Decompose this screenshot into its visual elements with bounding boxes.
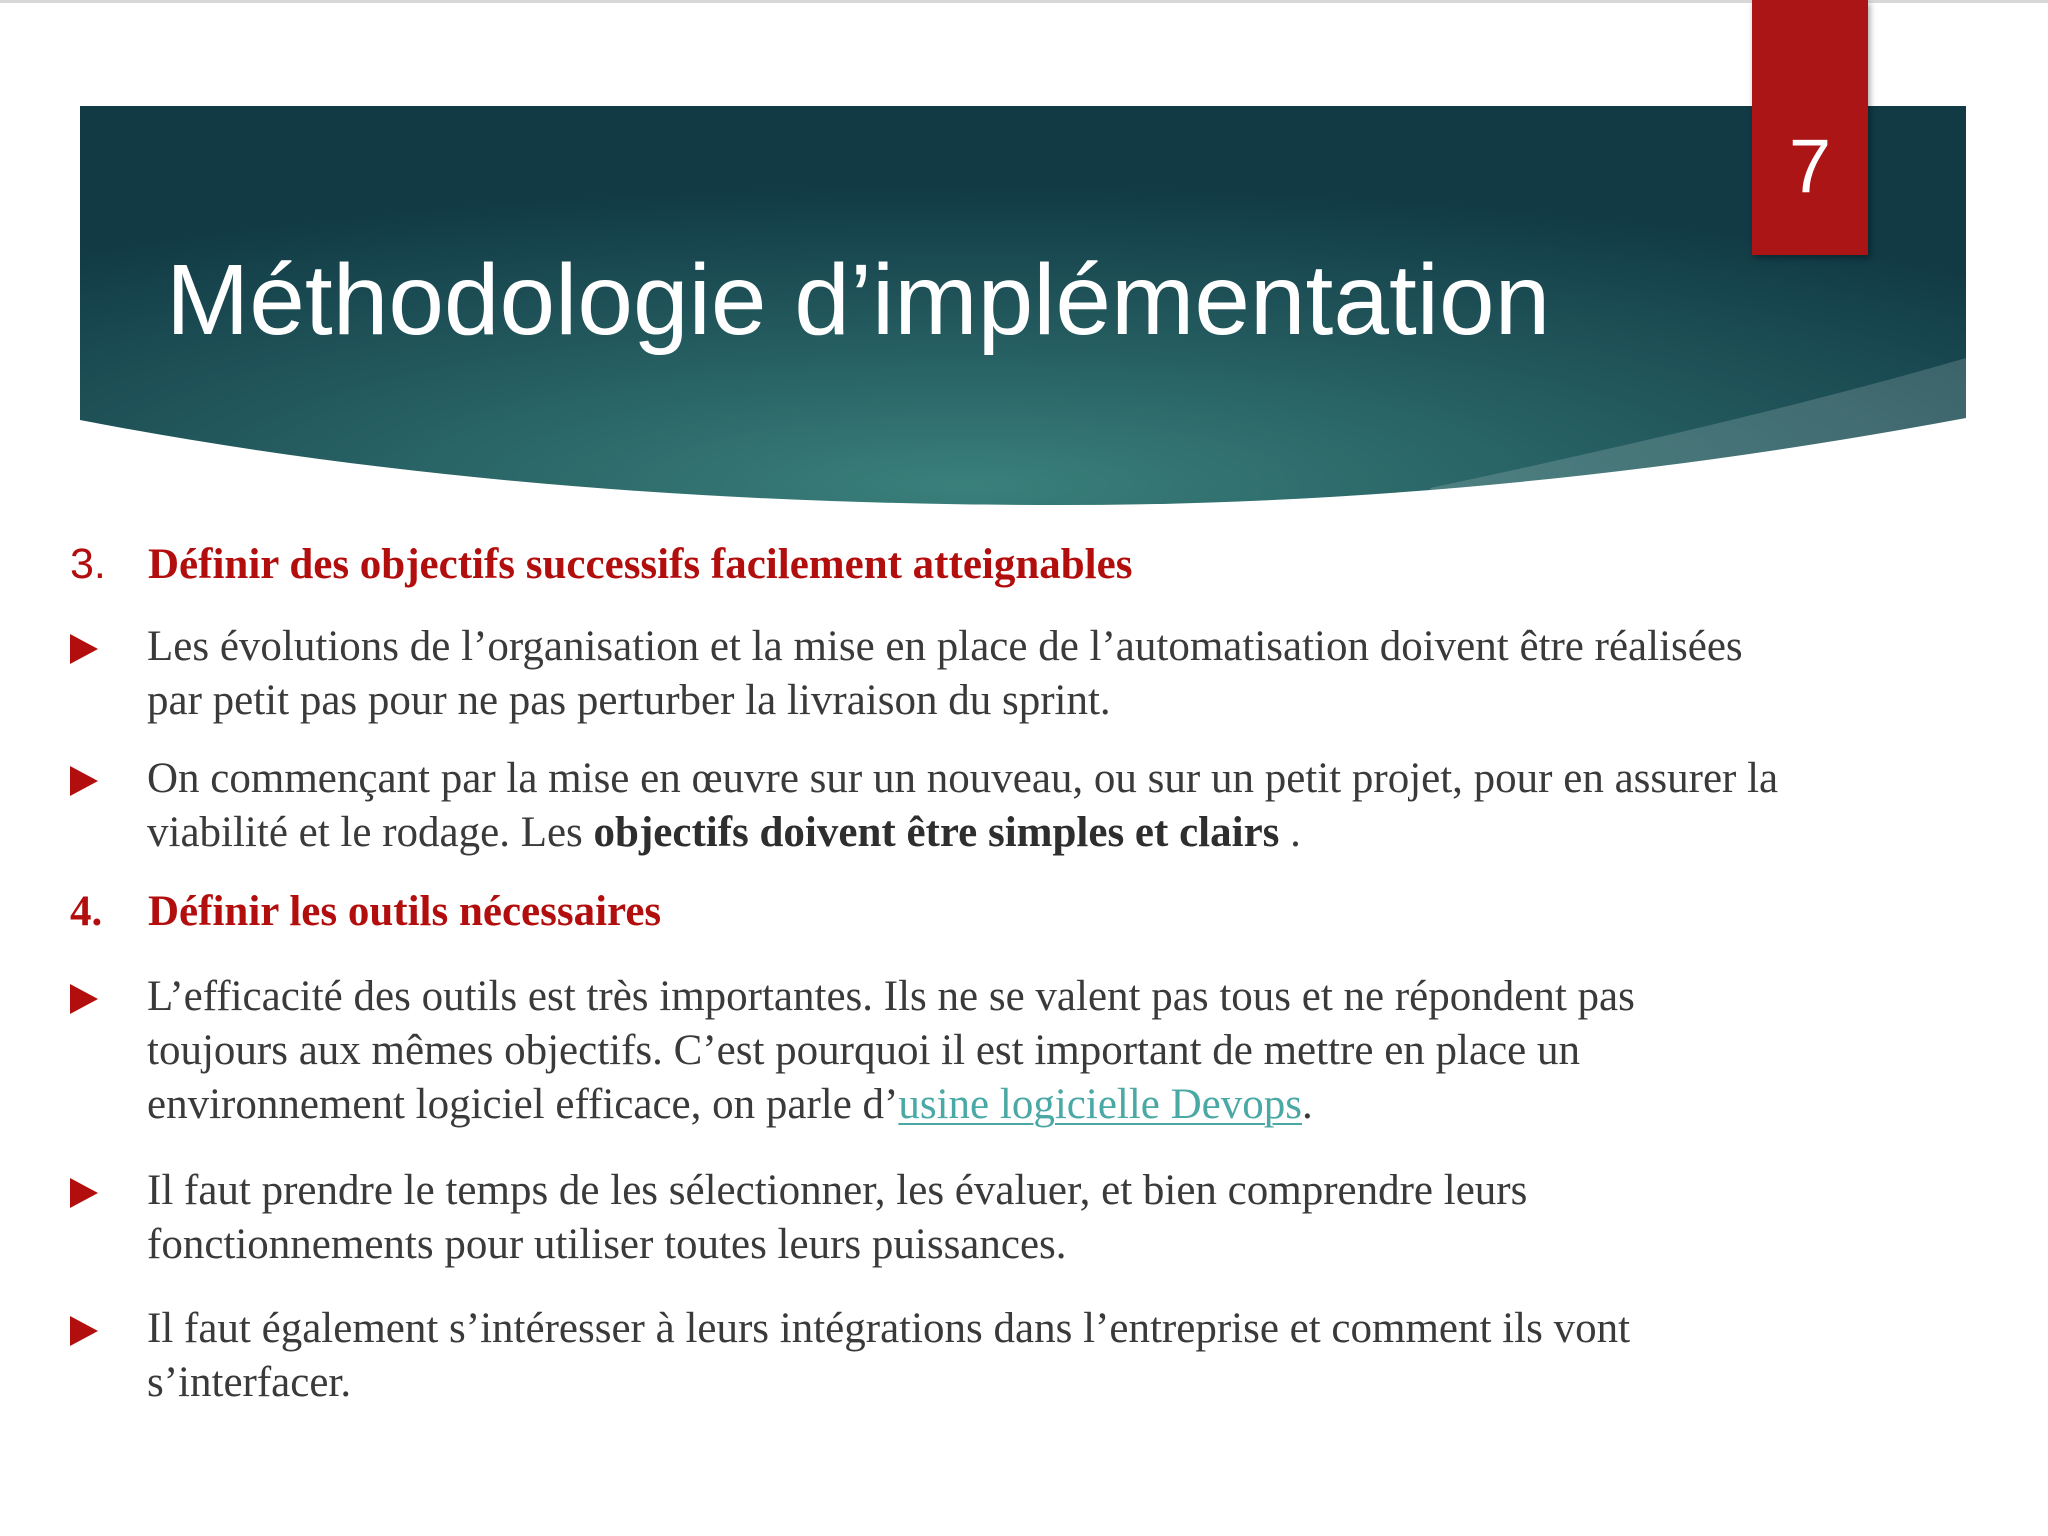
bullet-line-prefix: environnement logiciel efficace, on parle d’ <box>147 1081 899 1128</box>
bullet-text <box>147 970 2048 1132</box>
bullet-line: Les évolutions de l’organisation et la mise en place de l’automatisation doivent être réalisées <box>147 623 1743 670</box>
bullet-line <box>147 806 2048 860</box>
bullet-line: Il faut prendre le temps de les sélectionner, les évaluer, et bien comprendre leurs <box>147 1167 1528 1214</box>
bullet-line: Il faut également s’intéresser à leurs intégrations dans l’entreprise et comment ils vont <box>147 1305 1631 1352</box>
bullet-text <box>147 1164 2048 1272</box>
bullet-line: On commençant par la mise en œuvre sur un nouveau, ou sur un petit projet, pour en assurer la <box>147 755 1779 802</box>
bullet-text <box>147 620 2048 728</box>
section-heading-3 <box>70 538 1132 591</box>
section-heading-text: Définir les outils nécessaires <box>148 888 662 935</box>
bullet-line: toujours aux mêmes objectifs. C’est pourquoi il est important de mettre en place un <box>147 1027 1580 1074</box>
section-number: 3. <box>70 540 106 588</box>
triangle-bullet-icon <box>70 634 98 664</box>
bullet-line: L’efficacité des outils est très importantes. Ils ne se valent pas tous et ne répondent pas <box>147 973 1635 1020</box>
slide-title: Méthodologie d’implémentation <box>166 244 1551 356</box>
bullet-line: fonctionnements pour utiliser toutes leurs puissances. <box>147 1221 1067 1268</box>
bullet-bold-text: objectifs doivent être simples et clairs <box>593 809 1280 856</box>
bullet-text <box>147 752 2048 860</box>
section-heading-4 <box>70 886 661 938</box>
section-heading-text: Définir des objectifs successifs facilement atteignables <box>148 541 1133 588</box>
bullet-line: par petit pas pour ne pas perturber la livraison du sprint. <box>147 677 1111 724</box>
slide-number: 7 <box>1788 123 1832 209</box>
bullet-line-suffix: . <box>1302 1081 1313 1128</box>
triangle-bullet-icon <box>70 984 98 1014</box>
bullet-text <box>147 1302 2048 1410</box>
triangle-bullet-icon <box>70 1178 98 1208</box>
bullet-line-prefix: viabilité et le rodage. Les <box>147 809 594 856</box>
triangle-bullet-icon <box>70 766 98 796</box>
bullet-line: s’interfacer. <box>147 1359 352 1406</box>
usine-logicielle-link[interactable]: usine logicielle Devops <box>898 1081 1303 1128</box>
triangle-bullet-icon <box>70 1316 98 1346</box>
section-number: 4. <box>70 888 103 935</box>
bullet-line-suffix: . <box>1279 809 1301 856</box>
bullet-line <box>147 1078 2048 1132</box>
